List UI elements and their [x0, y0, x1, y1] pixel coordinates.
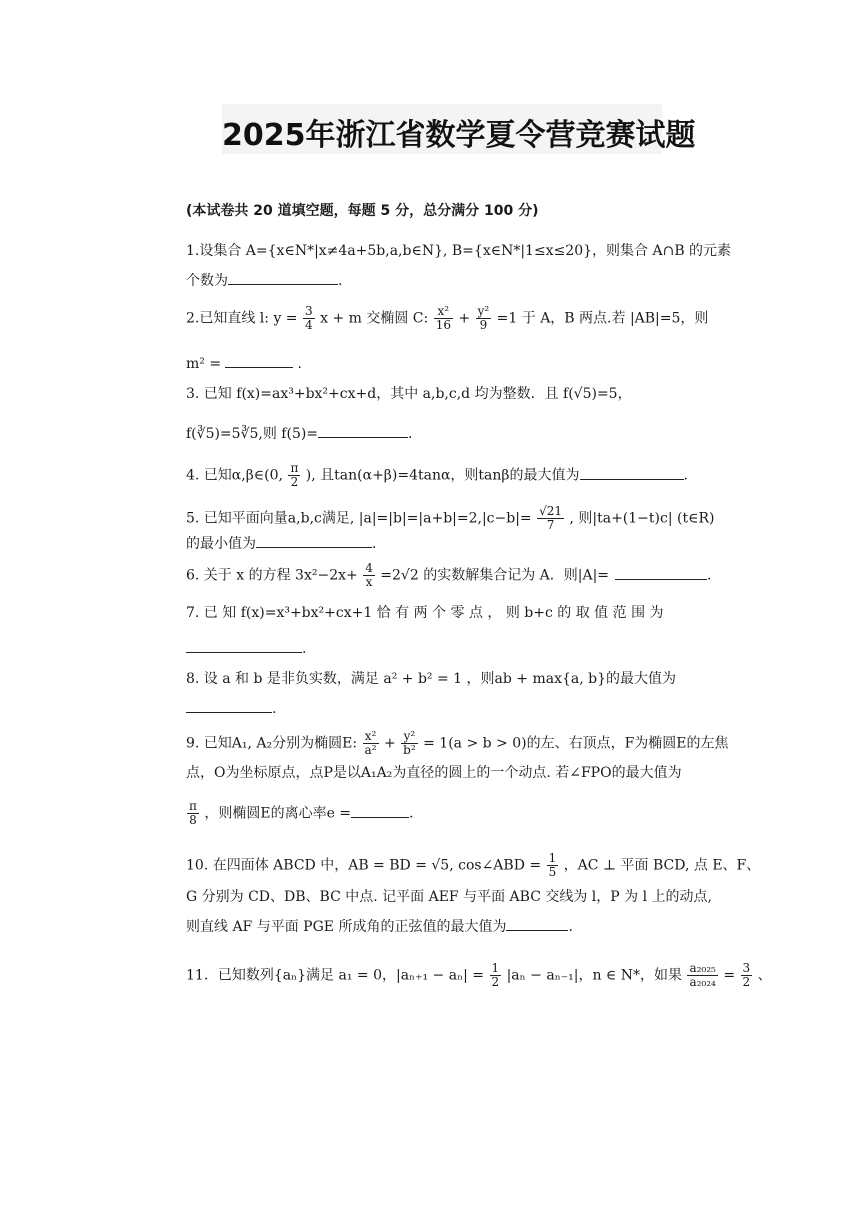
question-10-line-2: G 分别为 CD、DB、BC 中点. 记平面 AEF 与平面 ABC 交线为 l，P 为 l 上的动点, — [186, 889, 712, 905]
question-1-line-1: 1.设集合 A={x∈N*|x≠4a+5b,a,b∈N}, B={x∈N*|1≤x≤20}，则集合 A∩B 的元素 — [186, 243, 732, 259]
fraction-numerator: π — [189, 799, 197, 813]
question-2-post: =1 于 A，B 两点.若 |AB|=5，则 — [496, 310, 709, 327]
answer-blank-5 — [256, 535, 372, 548]
question-2-mid: x + m 交椭圆 C: — [320, 310, 429, 327]
question-3-line-2-text: f(∛5)=5∛5,则 f(5)= — [186, 426, 319, 442]
fraction-denominator: 5 — [548, 865, 557, 879]
question-10-line-1 — [186, 852, 760, 879]
fraction-numerator: y² — [477, 304, 490, 318]
fraction-numerator: y² — [401, 730, 418, 744]
question-2-slope-fraction — [303, 305, 315, 332]
question-5-post: , 则|ta+(1−t)c| (t∈R) — [569, 510, 715, 527]
question-3-line-1: 3. 已知 f(x)=ax³+bx²+cx+d，其中 a,b,c,d 均为整数．且 f(√5)=5， — [186, 386, 632, 402]
question-9-line-2: 点，O为坐标原点，点P是以A₁A₂为直径的圆上的一个动点. 若∠FPO的最大值为 — [186, 765, 682, 781]
question-5-line-2: 的最小值为 . — [186, 536, 377, 552]
question-9-ellipse-term-2 — [401, 730, 418, 757]
question-10-fraction — [547, 852, 559, 879]
fraction-numerator: x² — [363, 730, 379, 744]
question-2-pre: 2.已知直线 l: y = — [186, 310, 298, 327]
answer-blank-9 — [351, 805, 409, 818]
fraction-denominator: 2 — [491, 975, 500, 989]
fraction-numerator: 1 — [548, 851, 557, 865]
question-1-line-2-text: 个数为 — [186, 273, 228, 289]
fraction-denominator: 8 — [189, 813, 197, 827]
fraction-numerator: x² — [434, 305, 453, 319]
question-11-equals: = — [723, 967, 736, 984]
answer-blank-4 — [580, 467, 684, 480]
question-5-fraction — [537, 505, 564, 532]
question-10-line-3: 则直线 AF 与平面 PGE 所成角的正弦值的最大值为 . — [186, 919, 573, 935]
question-2-plus: + — [458, 310, 471, 327]
fraction-numerator: √21 — [539, 504, 563, 518]
fraction-denominator: a² — [364, 743, 377, 757]
question-11-end: 、 — [757, 967, 772, 984]
fraction-denominator: 2 — [742, 975, 751, 989]
question-2-line-2: m² = . — [186, 356, 302, 372]
answer-blank-2 — [225, 355, 293, 368]
answer-blank-10 — [506, 918, 568, 931]
question-7-line-2: . — [186, 640, 306, 658]
fraction-numerator: 4 — [365, 561, 373, 575]
question-4-line-1: 4. 已知α,β∈(0, $\frac{\pi}{2}$ ), 且tan(α+β)=4tanα，则tanβ的最大值为 . — [186, 461, 688, 489]
fraction-numerator: a₂₀₂₅ — [689, 961, 716, 975]
question-2-ellipse-term-2 — [476, 305, 492, 332]
question-8-line-2: . — [186, 700, 276, 718]
page-title: 2025年浙江省数学夏令营竞赛试题 — [222, 118, 696, 153]
question-10-post: ，AC ⊥ 平面 BCD, 点 E、F、 — [563, 857, 761, 874]
question-11-pre: 11．已知数列{aₙ}满足 a₁ = 0，|aₙ₊₁ − aₙ| = — [186, 967, 485, 984]
answer-blank-6 — [615, 567, 707, 580]
fraction-denominator: 16 — [435, 318, 451, 332]
question-9-ellipse-term-1 — [363, 730, 379, 757]
fraction-numerator: 3 — [742, 961, 751, 975]
question-5-line-1 — [186, 505, 714, 532]
question-2-line-2-text: m² = — [186, 356, 222, 372]
question-9-line-1 — [186, 730, 729, 757]
question-11-mid: |aₙ − aₙ₋₁|，n ∈ N*，如果 — [506, 967, 682, 984]
question-9-plus: + — [383, 735, 396, 752]
question-11-fraction — [490, 962, 502, 989]
fraction-denominator: 7 — [546, 518, 555, 532]
question-11-ratio-fraction — [687, 962, 717, 989]
question-6-fraction — [363, 562, 375, 589]
fraction-numerator: 1 — [491, 961, 500, 975]
question-2-ellipse-term-1 — [434, 305, 453, 332]
fraction-numerator: 3 — [305, 304, 313, 318]
question-6-post: =2√2 的实数解集合记为 A．则|A|= — [380, 567, 610, 584]
exam-instructions: (本试卷共 20 道填空题，每题 5 分，总分满分 100 分) — [186, 203, 539, 219]
fraction-denominator: a₂₀₂₄ — [689, 975, 716, 989]
fraction-denominator: 4 — [305, 318, 313, 332]
question-5-pre: 5. 已知平面向量a,b,c满足, |a|=|b|=|a+b|=2,|c−b|= — [186, 510, 532, 527]
question-6-line-1: 6. 关于 x 的方程 3x²−2x+ $\frac{4}{x}$ =2√2 的实数解集合记为 A．则|A|= . — [186, 561, 712, 589]
question-9-post: = 1(a > b > 0)的左、右顶点，F为椭圆E的左焦 — [423, 735, 729, 752]
fraction-denominator: 9 — [479, 318, 488, 332]
question-10-line-3-text: 则直线 AF 与平面 PGE 所成角的正弦值的最大值为 — [186, 919, 507, 935]
question-6-pre: 6. 关于 x 的方程 3x²−2x+ — [186, 567, 358, 584]
title-banner — [222, 104, 696, 154]
fraction-denominator: b² — [403, 743, 416, 757]
answer-blank-7 — [186, 640, 302, 653]
fraction-numerator: π — [290, 461, 299, 475]
answer-blank-1 — [228, 272, 338, 285]
question-2-line-1 — [186, 305, 708, 332]
answer-blank-8 — [186, 700, 272, 713]
question-11-line-1 — [186, 962, 772, 989]
question-4-fraction — [288, 462, 300, 489]
question-5-line-2-text: 的最小值为 — [186, 536, 256, 552]
question-9-angle-fraction — [187, 800, 199, 827]
question-4-post: ), 且tan(α+β)=4tanα，则tanβ的最大值为 — [305, 467, 580, 484]
question-9-pre: 9. 已知A₁, A₂分别为椭圆E: — [186, 735, 358, 752]
question-1-line-2: 个数为 . — [186, 273, 343, 289]
question-8-line-1: 8. 设 a 和 b 是非负实数，满足 a² + b² = 1 ，则ab + max{a, b}的最大值为 — [186, 671, 676, 687]
question-7-line-1: 7. 已 知 f(x)=x³+bx²+cx+1 恰 有 两 个 零 点 ， 则 b+c 的 取 值 范 围 为 — [186, 605, 664, 621]
question-3-line-2: f(∛5)=5∛5,则 f(5)= . — [186, 426, 413, 442]
question-10-pre: 10. 在四面体 ABCD 中，AB = BD = √5, cos∠ABD = — [186, 857, 542, 874]
answer-blank-3 — [318, 425, 408, 438]
fraction-denominator: 2 — [290, 475, 299, 489]
question-11-value-fraction — [741, 962, 753, 989]
question-9-line-3: $\frac{\pi}{8}$ ，则椭圆E的离心率e = . — [189, 799, 414, 827]
question-4-pre: 4. 已知α,β∈(0, — [186, 467, 283, 484]
question-9-line-3-text: ，则椭圆E的离心率e = — [204, 805, 352, 822]
fraction-denominator: x — [365, 575, 373, 589]
